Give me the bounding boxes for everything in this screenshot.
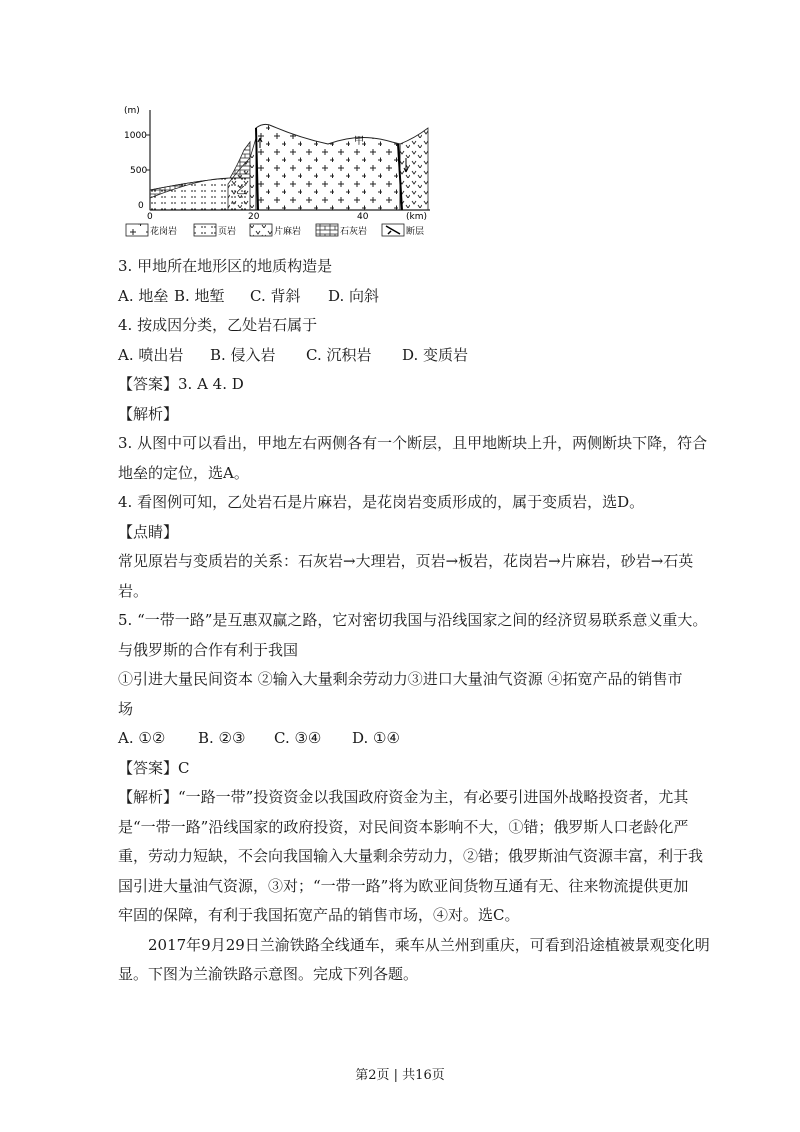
q5-option-c: C. ③④: [274, 729, 322, 747]
x-tick-0: 0: [147, 212, 153, 222]
q5-stem-line1: 5. “一带一路”是互惠双赢之路，它对密切我国与沿线国家之间的经济贸易联系意义重大。: [118, 611, 708, 629]
legend-limestone: 石灰岩: [340, 227, 368, 237]
q5-stem-line2: 与俄罗斯的合作有利于我国: [118, 640, 299, 659]
legend-shale: 页岩: [218, 227, 237, 237]
legend-fault: 断层: [406, 227, 425, 237]
legend: [126, 224, 424, 237]
q5-option-d: D. ①④: [352, 729, 400, 747]
analysis-q5-line1: 【解析】“一路一带”投资资金以我国政府资金为主，有必要引进国外战略投资者，尤其: [118, 788, 689, 806]
tip-line2: 岩。: [118, 581, 149, 600]
q4-option-b: B. 侵入岩: [210, 345, 276, 364]
q3-option-d: D. 向斜: [328, 286, 380, 305]
label-yi: 乙: [236, 186, 246, 197]
q5-option-a: A. ①②: [118, 729, 166, 747]
y-tick-500: 500: [130, 166, 148, 176]
q3-option-b: B. 地堑: [174, 286, 225, 305]
q5-stem-line4: 场: [118, 699, 134, 718]
page-footer: 第2页 | 共16页: [355, 1068, 445, 1083]
label-jia: 甲: [354, 136, 364, 147]
granite-block: [256, 124, 400, 210]
analysis-q3-line2: 地垒的定位，选A。: [118, 463, 249, 482]
answer-q3-q4: 【答案】3. A 4. D: [118, 375, 244, 393]
answer-q5: 【答案】C: [118, 758, 190, 777]
analysis-heading: 【解析】: [118, 404, 179, 423]
tip-heading: 【点睛】: [118, 522, 179, 541]
legend-gneiss: 片麻岩: [274, 227, 302, 237]
q4-option-a: A. 喷出岩: [118, 345, 184, 364]
geologic-cross-section-figure: [110, 98, 450, 248]
intro-line1: 2017年9月29日兰渝铁路全线通车，乘车从兰州到重庆，可看到沿途植被景观变化明: [148, 935, 710, 954]
x-axis-unit: (km): [406, 212, 428, 222]
analysis-q5-line2: 是“一带一路”沿线国家的政府投资，对民间资本影响不大，①错；俄罗斯人口老龄化严: [118, 817, 689, 836]
y-axis-unit: (m): [124, 106, 140, 116]
q5-option-b: B. ②③: [198, 729, 246, 747]
q3-stem: 3. 甲地所在地形区的地质构造是: [118, 257, 333, 275]
analysis-q5-line5: 牢固的保障，有利于我国拓宽产品的销售市场，④对。选C。: [118, 906, 520, 924]
q4-option-d: D. 变质岩: [402, 345, 469, 364]
q3-options: [118, 282, 698, 312]
legend-granite: 花岗岩: [150, 227, 178, 237]
analysis-q3-line1: 3. 从图中可以看出，甲地左右两侧各有一个断层，且甲地断块上升，两侧断块下降，符合: [118, 434, 708, 452]
x-tick-40: 40: [357, 212, 369, 222]
q3-option-a: A. 地垒: [118, 286, 169, 305]
analysis-q4: 4. 看图例可知，乙处岩石是片麻岩，是花岗岩变质形成的，属于变质岩，选D。: [118, 493, 645, 511]
analysis-q5-line4: 国引进大量油气资源，③对；“一带一路”将为欧亚间货物互通有无、往来物流提供更加: [118, 876, 689, 895]
analysis-q5-line3: 重，劳动力短缺，不会向我国输入大量剩余劳动力，②错；俄罗斯油气资源丰富，利于我: [118, 847, 704, 865]
q4-options: [118, 341, 698, 371]
x-tick-20: 20: [248, 212, 260, 222]
intro-line2: 显。下图为兰渝铁路示意图。完成下列各题。: [118, 965, 419, 983]
y-tick-0: 0: [138, 201, 144, 211]
q3-option-c: C. 背斜: [250, 286, 301, 305]
document-body: [118, 252, 710, 990]
q5-options: [118, 724, 698, 754]
tip-line1: 常见原岩与变质岩的关系：石灰岩→大理岩，页岩→板岩，花岗岩→片麻岩，砂岩→石英: [118, 552, 694, 570]
q5-stem-line3: ①引进大量民间资本 ②输入大量剩余劳动力③进口大量油气资源 ④拓宽产品的销售市: [118, 670, 683, 688]
q4-option-c: C. 沉积岩: [306, 345, 372, 364]
q4-stem: 4. 按成因分类，乙处岩石属于: [118, 316, 318, 334]
y-tick-1000: 1000: [124, 131, 147, 141]
